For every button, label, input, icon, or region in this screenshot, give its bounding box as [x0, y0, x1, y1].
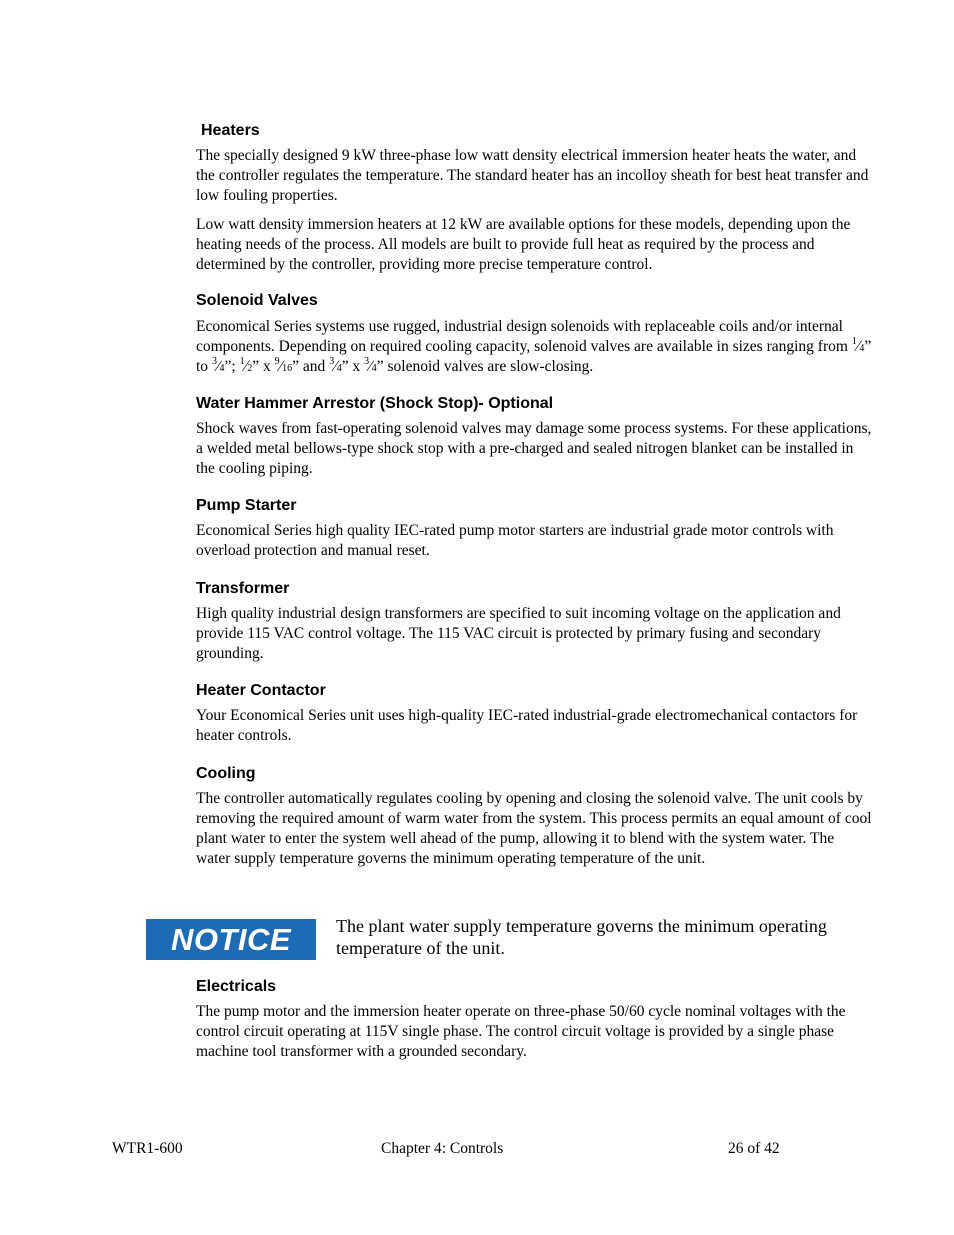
notice-badge — [146, 919, 316, 960]
electricals-paragraph: The pump motor and the immersion heater operate on three-phase 50/60 cycle nominal voltages with the control circuit operating at 115V single phase. The control circuit voltage is provided by a single phase machine tool transformer with a grounded secondary. — [196, 1003, 846, 1060]
solenoid-paragraph: Economical Series systems use rugged, industrial design solenoids with replaceable coils and/or internal components. Depending on required cooling capacity, solenoid valves are available in sizes ranging from $^1$⁄4” to $^3$⁄4”; $^1$⁄2” x $^9$⁄16” and $^3$⁄4” x $^3$⁄4” solenoid valves are slow-closing. — [196, 318, 872, 375]
heading-solenoid-valves: Solenoid Valves — [196, 292, 318, 309]
water-hammer-paragraph: Shock waves from fast-operating solenoid valves may damage some process systems. For these applications, a welded metal bellows-type shock stop with a pre-charged and sealed nitrogen blanket can be installed in the cooling piping. — [196, 420, 872, 477]
notice-label: NOTICE — [170, 921, 292, 957]
heading-heater-contactor: Heater Contactor — [196, 682, 326, 699]
heaters-paragraph-1: The specially designed 9 kW three-phase low watt density electrical immersion heater heats the water, and the controller regulates the temperature. The standard heater has an incolloy sheath for best heat transfer and low fouling properties. — [196, 147, 869, 204]
solenoid-text-g: ” solenoid valves are slow-closing. — [376, 358, 594, 375]
notice-text: The plant water supply temperature governs the minimum operating temperature of the unit. — [336, 916, 827, 958]
solenoid-text-e: ” and — [292, 358, 330, 375]
solenoid-text-b: ” to — [196, 338, 872, 375]
heading-cooling: Cooling — [196, 765, 256, 782]
cooling-paragraph: The controller automatically regulates cooling by opening and closing the solenoid valve. The unit cools by removing the required amount of warm water from the system. This process permits an equal amount of cool plant water to enter the system well ahead of the pump, allowing it to blend with the system water. The water supply temperature governs the minimum operating temperature of the unit. — [196, 790, 872, 867]
heaters-paragraph-2: Low watt density immersion heaters at 12 kW are available options for these models, depending upon the heating needs of the process. All models are built to provide full heat as required by the process and determined by the controller, providing more precise temperature control. — [196, 216, 851, 273]
footer-page-number: 26 of 42 — [728, 1140, 780, 1157]
solenoid-text-a: Economical Series systems use rugged, industrial design solenoids with replaceable coils and/or internal components. Depending on required cooling capacity, solenoid valves are available in sizes ranging from — [196, 318, 852, 355]
footer-doc-id: WTR1-600 — [112, 1140, 183, 1157]
fraction-9-16-num: 9 — [274, 356, 280, 367]
fraction-1-2-num: 1 — [239, 356, 245, 367]
heading-pump-starter: Pump Starter — [196, 497, 297, 514]
heater-contactor-paragraph: Your Economical Series unit uses high-quality IEC-rated industrial-grade electromechanical contactors for heater controls. — [196, 707, 858, 744]
fraction-1-4-num: 1 — [851, 336, 857, 347]
footer-chapter: Chapter 4: Controls — [381, 1140, 504, 1157]
heading-heaters: Heaters — [201, 122, 260, 139]
heading-water-hammer-arrestor: Water Hammer Arrestor (Shock Stop)- Optional — [196, 395, 554, 412]
solenoid-text-f: ” x — [341, 358, 365, 375]
fraction-1-2-den: 2 — [247, 363, 253, 374]
heading-transformer: Transformer — [196, 580, 290, 597]
fraction-3-4a-den: 4 — [219, 363, 225, 374]
fraction-3-4c-num: 3 — [364, 356, 370, 367]
fraction-3-4b-den: 4 — [336, 363, 342, 374]
heading-electricals: Electricals — [196, 978, 277, 995]
pump-starter-paragraph: Economical Series high quality IEC-rated pump motor starters are industrial grade motor controls with overload protection and manual reset. — [196, 522, 834, 559]
fraction-3-4b-num: 3 — [329, 356, 335, 367]
fraction-1-4-den: 4 — [859, 343, 865, 354]
solenoid-text-c: ”; — [224, 358, 240, 375]
fraction-3-4c-den: 4 — [371, 363, 377, 374]
fraction-9-16-den: 16 — [282, 363, 293, 374]
fraction-3-4a-num: 3 — [211, 356, 217, 367]
solenoid-text-d: ” x — [252, 358, 275, 375]
transformer-paragraph: High quality industrial design transformers are specified to suit incoming voltage on the application and provide 115 VAC control voltage. The 115 VAC circuit is protected by primary fusing and secondary grounding. — [196, 605, 841, 662]
